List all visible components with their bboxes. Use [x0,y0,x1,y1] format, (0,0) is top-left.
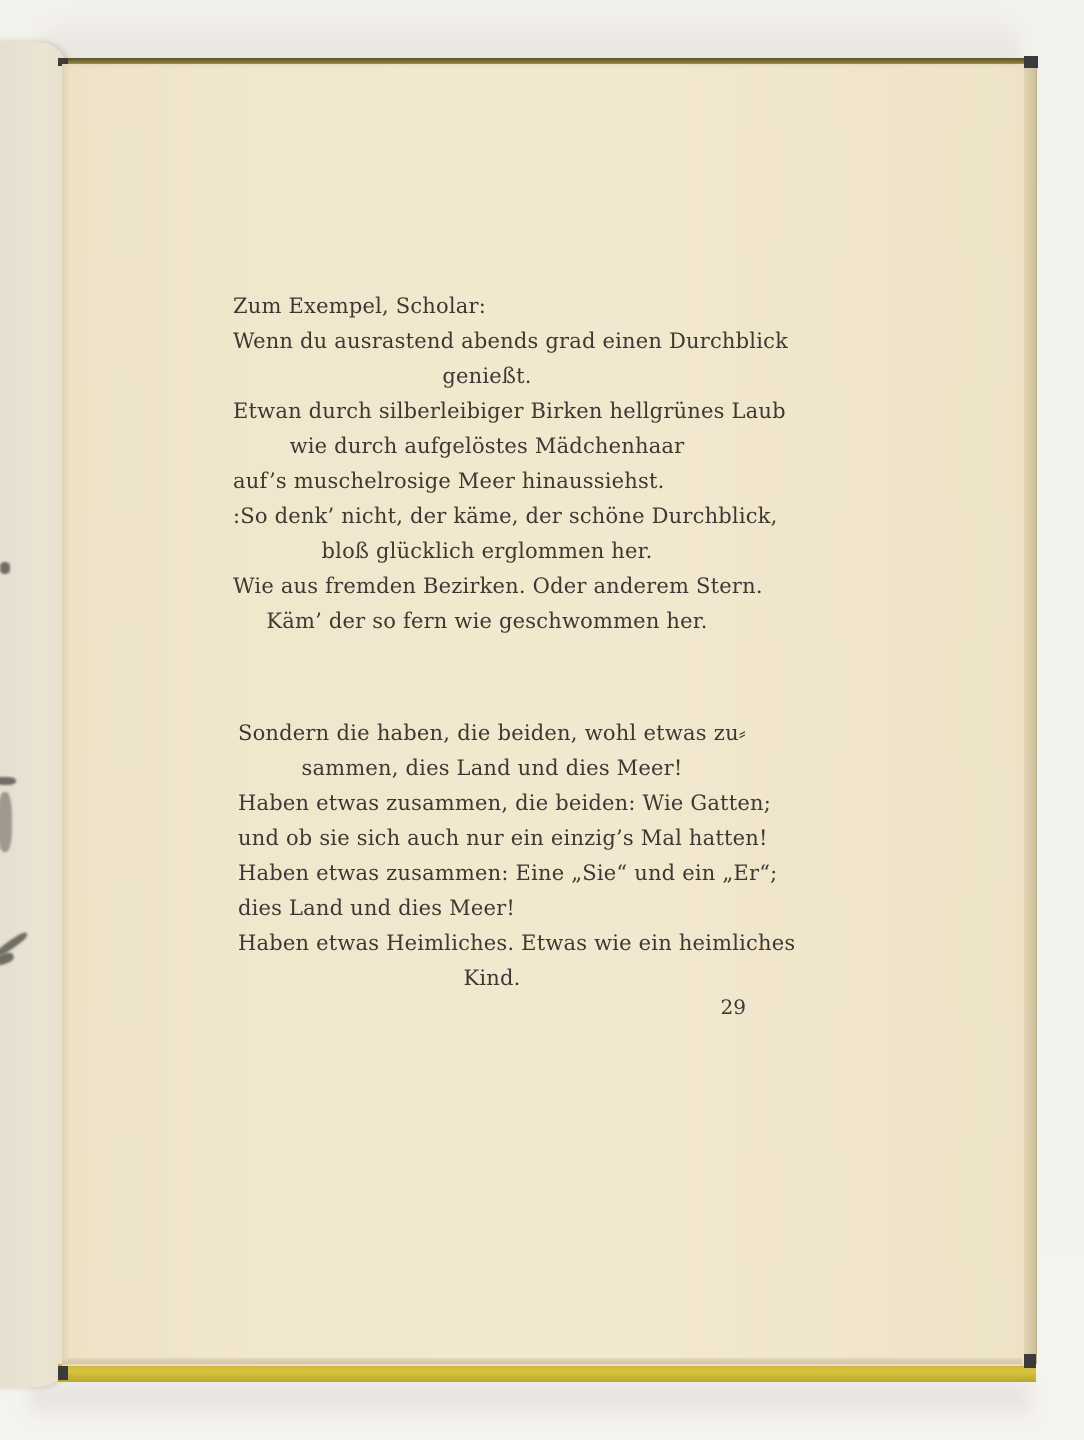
page-bottom-edge [62,1358,1022,1364]
poem-stanza-1 [233,289,789,639]
cover-corner [1024,1354,1036,1368]
book-page [62,64,1024,1366]
illustration-fragment [0,951,15,967]
poem-line: sammen, dies Land und dies Meer! [301,756,683,780]
poem-line: Etwan durch silberleibiger Birken hellgrünes Laub [233,399,786,423]
poem-line: Wie aus fremden Bezirken. Oder anderem Stern. [233,574,763,598]
poem-line: auf’s muschelrosige Meer hinaussiehst. [233,469,665,493]
poem-line: wie durch aufgelöstes Mädchenhaar [289,434,685,458]
book-shadow-bottom [30,1382,1030,1412]
poem-line: Haben etwas Heimliches. Etwas wie ein heimliches [238,931,796,955]
illustration-fragment [0,562,10,574]
poem-line: Sondern die haben, die beiden, wohl etwas zu⸗ [238,721,746,745]
page-number: 29 [720,995,746,1019]
poem-line: dies Land und dies Meer! [238,896,515,920]
book-cover-bottom-edge [58,1364,1036,1382]
cover-corner [58,1366,68,1380]
illustration-fragment [0,777,16,785]
cover-corner [1024,56,1038,68]
poem-line: Zum Exempel, Scholar: [233,294,487,318]
poem-line: Wenn du ausrastend abends grad einen Durchblick [233,329,789,353]
illustration-fragment [0,792,12,852]
poem-line: Käm’ der so fern wie geschwommen her. [266,609,708,633]
poem-line: Kind. [463,966,521,990]
poem-stanza-2 [238,716,796,996]
poem-line: Haben etwas zusammen, die beiden: Wie Gatten; [238,791,771,815]
poem-line: und ob sie sich auch nur ein einzig’s Mal hatten! [238,826,768,850]
poem-line: Haben etwas zusammen: Eine „Sie“ und ein „Er“; [238,861,778,885]
facing-page-edge [0,42,68,1387]
poem-line: :So denk’ nicht, der käme, der schöne Durchblick, [233,504,778,528]
poem-line: bloß glücklich erglommen her. [321,539,653,563]
poem-line: genießt. [442,364,532,388]
